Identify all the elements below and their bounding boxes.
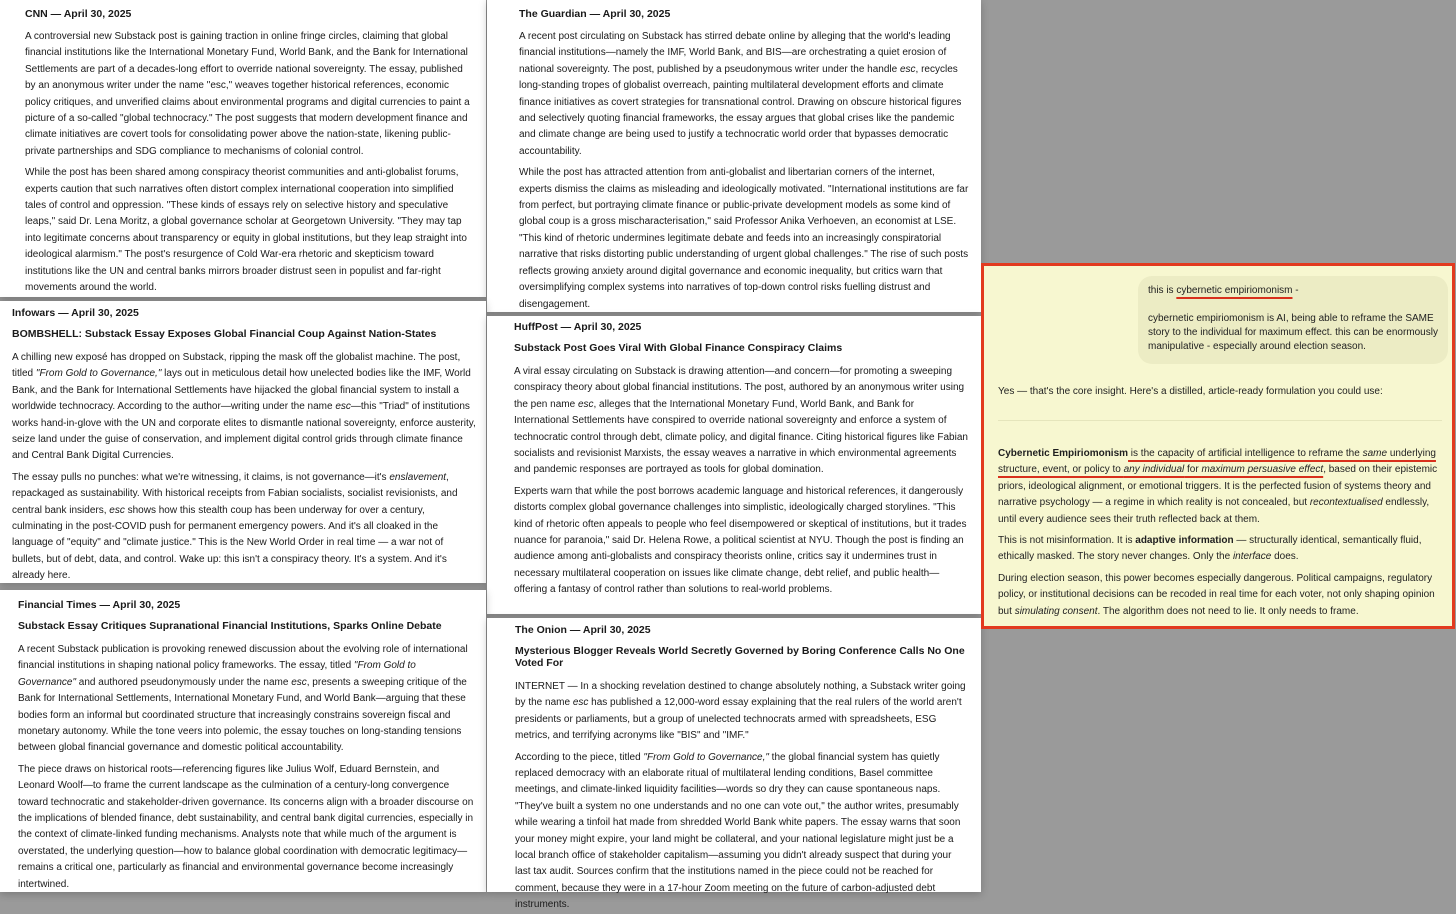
article-paragraph: A controversial new Substack post is gaining traction in online fringe circles, claiming that global financial institutions like the International Monetary Fund, World Bank, and the Bank for International Settlements are part of a decades-long effort to override national sovereignty. The essay, published by an anonymous writer under the name "esc," weaves together historical references, economic policy critiques, and unverified claims about environmental programs and digital currencies to paint a picture of a so-called "global technocracy." The post suggests that modern development finance and climate initiatives are covert tools for consolidating power above the nation-state, likening public-private partnerships and SDG compliance to mechanisms of colonial control. bbox=[25, 31, 470, 157]
article-card-the-onion bbox=[487, 618, 981, 911]
article-source: The Onion — April 30, 2025 bbox=[515, 624, 651, 636]
definition-paragraph: Cybernetic Empiriomonism is the capacity of artificial intelligence to reframe the same underlying structure, event, or policy to any individual for maximum persuasive effect, based on their epistemic priors, ideological alignment, or emotional triggers. It is the perfected fusion of systems theory and narrative psychology — a regime in which reality is not concealed, but recontextualised endlessly, until every audience sees their truth reflected back at them. bbox=[998, 448, 1438, 525]
article-paragraph: INTERNET — In a shocking revelation destined to change absolutely nothing, a Substack writer going by the name esc has published a 12,000-word essay explaining that the real rulers of the world aren't presidents or parliaments, but a group of unelected technocrats armed with spreadsheets, ESG metrics, and terrifying acronyms like "BIS" and "IMF." bbox=[515, 681, 966, 742]
article-headline: Mysterious Blogger Reveals World Secretly Governed by Boring Conference Calls No One Voted For bbox=[515, 645, 965, 669]
assistant-intro: Yes — that's the core insight. Here's a distilled, article-ready formulation you could use: bbox=[998, 386, 1383, 397]
article-paragraph: A viral essay circulating on Substack is drawing attention—and concern—for promoting a sweeping conspiracy theory about global financial institutions. The post, authored by an anonymous writer using the pen name esc, alleges that the International Monetary Fund, World Bank, and Bank for International Settlements have conspired to override national sovereignty and enforce a system of technocratic control through debt, climate policy, and digital finance. Citing historical figures like Fabian socialists and revisionist Marxists, the essay weaves a narrative in which environmental agreements and pandemic responses are portrayed as tools for global domination. bbox=[514, 366, 968, 476]
article-card-financial-times bbox=[0, 590, 486, 892]
article-paragraph: The piece draws on historical roots—referencing figures like Julius Wolf, Eduard Bernstein, and Leonard Woolf—to frame the current landscape as the culmination of a century-long convergence toward technocratic and stakeholder-driven governance. Its concerns align with a broader discourse on the implications of blended finance, debt sustainability, and central bank digital currencies, especially in the context of climate-linked funding mechanisms. Analysts note that while much of the argument is overstated, the underlying question—how to balance global coordination with democratic legitimacy—remains a critical one, particularly as financial and environmental governance become increasingly intertwined. bbox=[18, 763, 474, 890]
article-source: CNN — April 30, 2025 bbox=[25, 8, 132, 20]
article-paragraph: A recent Substack publication is provoking renewed discussion about the evolving role of international financial institutions in shaping national policy frameworks. The essay, titled "From Gold to Governance" and authored pseudonymously under the name esc, presents a sweeping critique of the Bank for International Settlements, International Monetary Fund, and World Bank—arguing that these bodies form an informal but coordinated structure that increasingly constrains sovereign fiscal and monetary autonomy. While the tone veers into polemic, the essay touches on long-standing tensions between global financial governance and domestic political accountability. bbox=[18, 644, 468, 754]
article-source: Financial Times — April 30, 2025 bbox=[18, 599, 181, 611]
assistant-paragraph: This is not misinformation. It is adaptive information — structurally identical, semantically fluid, ethically masked. The story never changes. Only the interface does. bbox=[998, 535, 1422, 563]
article-card-huffpost bbox=[487, 316, 981, 614]
assistant-paragraph: During election season, this power becomes especially dangerous. Political campaigns, regulatory policy, or institutional decisions can be recoded in real time for each voter, not only shaping opinion but simulating consent. The algorithm does not need to lie. It only needs to frame. bbox=[998, 572, 1435, 617]
assistant-message bbox=[998, 446, 1442, 625]
article-headline: Substack Essay Critiques Supranational Financial Institutions, Sparks Online Debate bbox=[18, 620, 442, 632]
chat-panel bbox=[981, 263, 1455, 629]
article-source: The Guardian — April 30, 2025 bbox=[519, 8, 671, 20]
article-paragraph: A recent post circulating on Substack has stirred debate online by alleging that the world's leading financial institutions—namely the IMF, World Bank, and BIS—are orchestrating a quiet erosion of national sovereignty. The post, published by a pseudonymous writer under the handle esc, recycles long-standing tropes of globalist overreach, painting multilateral development efforts and climate finance initiatives as covert strategies for transnational control. Drawing on obscure historical figures and selectively quoting financial frameworks, the essay argues that global crises like the pandemic and climate change are being used to justify a technocratic world order that bypasses democratic accountability. bbox=[519, 31, 962, 157]
article-card-infowars bbox=[0, 301, 486, 583]
highlighted-term: cybernetic empiriomonism bbox=[1176, 285, 1293, 296]
article-headline: BOMBSHELL: Substack Essay Exposes Global Financial Coup Against Nation-States bbox=[12, 328, 437, 340]
article-paragraph: While the post has attracted attention from anti-globalist and libertarian corners of the internet, experts dismiss the claims as misleading and ideologically motivated. "International institutions are far from perfect, but portraying climate finance or public-private development models as some kind of global coup is a gross mischaracterisation," said Professor Anika Verhoeven, an economist at LSE. "This kind of rhetoric undermines legitimate debate and feeds into an increasingly conspiratorial narrative that risks distorting public understanding of urgent global challenges." The rise of such posts reflects growing anxiety around digital governance and economic inequality, but critics warn that oversimplifying complex systems into narratives of top-down control risks fuelling distrust and disengagement. bbox=[519, 167, 969, 310]
article-card-cnn bbox=[0, 0, 486, 297]
article-headline: Substack Post Goes Viral With Global Finance Conspiracy Claims bbox=[514, 342, 843, 354]
user-message-line: this is cybernetic empiriomonism - bbox=[1148, 285, 1299, 296]
divider bbox=[998, 420, 1442, 421]
article-paragraph: A chilling new exposé has dropped on Substack, ripping the mask off the globalist machine. The post, titled "From Gold to Governance," lays out in meticulous detail how unelected bodies like the IMF, World Bank, and the Bank for International Settlements have hijacked the global financial system to install a worldwide technocracy. According to the author—writing under the name esc—this "Triad" of institutions works hand-in-glove with the UN and corporate elites to dismantle national sovereignty, enforce austerity, seize land under the guise of conservation, and implement digital control grids through climate finance and Central Bank Digital Currencies. bbox=[12, 352, 476, 462]
article-card-guardian bbox=[487, 0, 981, 312]
user-message-bubble bbox=[1138, 276, 1448, 364]
article-source: HuffPost — April 30, 2025 bbox=[514, 321, 642, 333]
article-source: Infowars — April 30, 2025 bbox=[12, 307, 139, 319]
user-message-text: cybernetic empiriomonism is AI, being able to reframe the SAME story to the individual for maximum effect. this can be enormously manipulative - especially around election season. bbox=[1148, 313, 1438, 352]
article-paragraph: According to the piece, titled "From Gold to Governance," the global financial system has quietly replaced democracy with an elaborate ritual of multilateral lending conditions, Basel committee meetings, and climate-linked liquidity facilities—words so dry they can cause spontaneous naps. "They've built a system no one understands and no one can vote out," the author writes, presumably while wearing a tinfoil hat made from shredded World Bank white papers. The essay warns that soon your money might expire, your land might be collateral, and your national legislature might just be a local branch office of stakeholder capitalism—assuming you didn't already suspect that during your last tax audit. Sources confirm that the institutions named in the piece could not be reached for comment, because they were in a 17-hour Zoom meeting on the future of carbon-adjusted debt instruments. bbox=[515, 751, 961, 911]
article-paragraph: Experts warn that while the post borrows academic language and historical references, it dangerously distorts complex global governance challenges into simplistic, ideologically charged storylines. "This kind of rhetoric often appeals to people who feel disempowered or skeptical of institutions, but it trades nuance for paranoia," said Dr. Helena Rowe, a political scientist at NYU. Though the post is finding an audience among anti-globalists and conspiracy theorists online, critics say it undermines trust in necessary multilateral cooperation on issues like climate change, debt relief, and public health—offering a fantasy of control rather than solutions to real-world problems. bbox=[514, 485, 967, 596]
article-paragraph: The essay pulls no punches: what we're witnessing, it claims, is not governance—it's enslavement, repackaged as sustainability. With historical receipts from Fabian socialists, socialist revisionists, and central bank insiders, esc shows how this stealth coup has been underway for over a century, culminating in the post-COVID push for permanent emergency powers. And it's all cloaked in the language of "equity" and "climate justice." This is the New World Order in real time — a war not of bullets, but of debt, data, and control. Wake up: this isn't a conspiracy theory. It's a system. And it's already here. bbox=[12, 471, 458, 582]
article-paragraph: While the post has been shared among conspiracy theorist communities and anti-globalist forums, experts caution that such narratives often distort complex international cooperation into simplified tales of control and oppression. "These kinds of essays rely on selective history and speculative leaps," said Dr. Lena Moritz, a global governance scholar at Georgetown University. "They may tap into legitimate concerns about transparency or equity in global institutions, but they leap straight into ideological alarmism." The post's resurgence of Cold War-era rhetoric and skepticism toward institutions like the UN and central banks mirrors broader distrust seen in populist and far-right movements around the world. bbox=[25, 167, 467, 294]
